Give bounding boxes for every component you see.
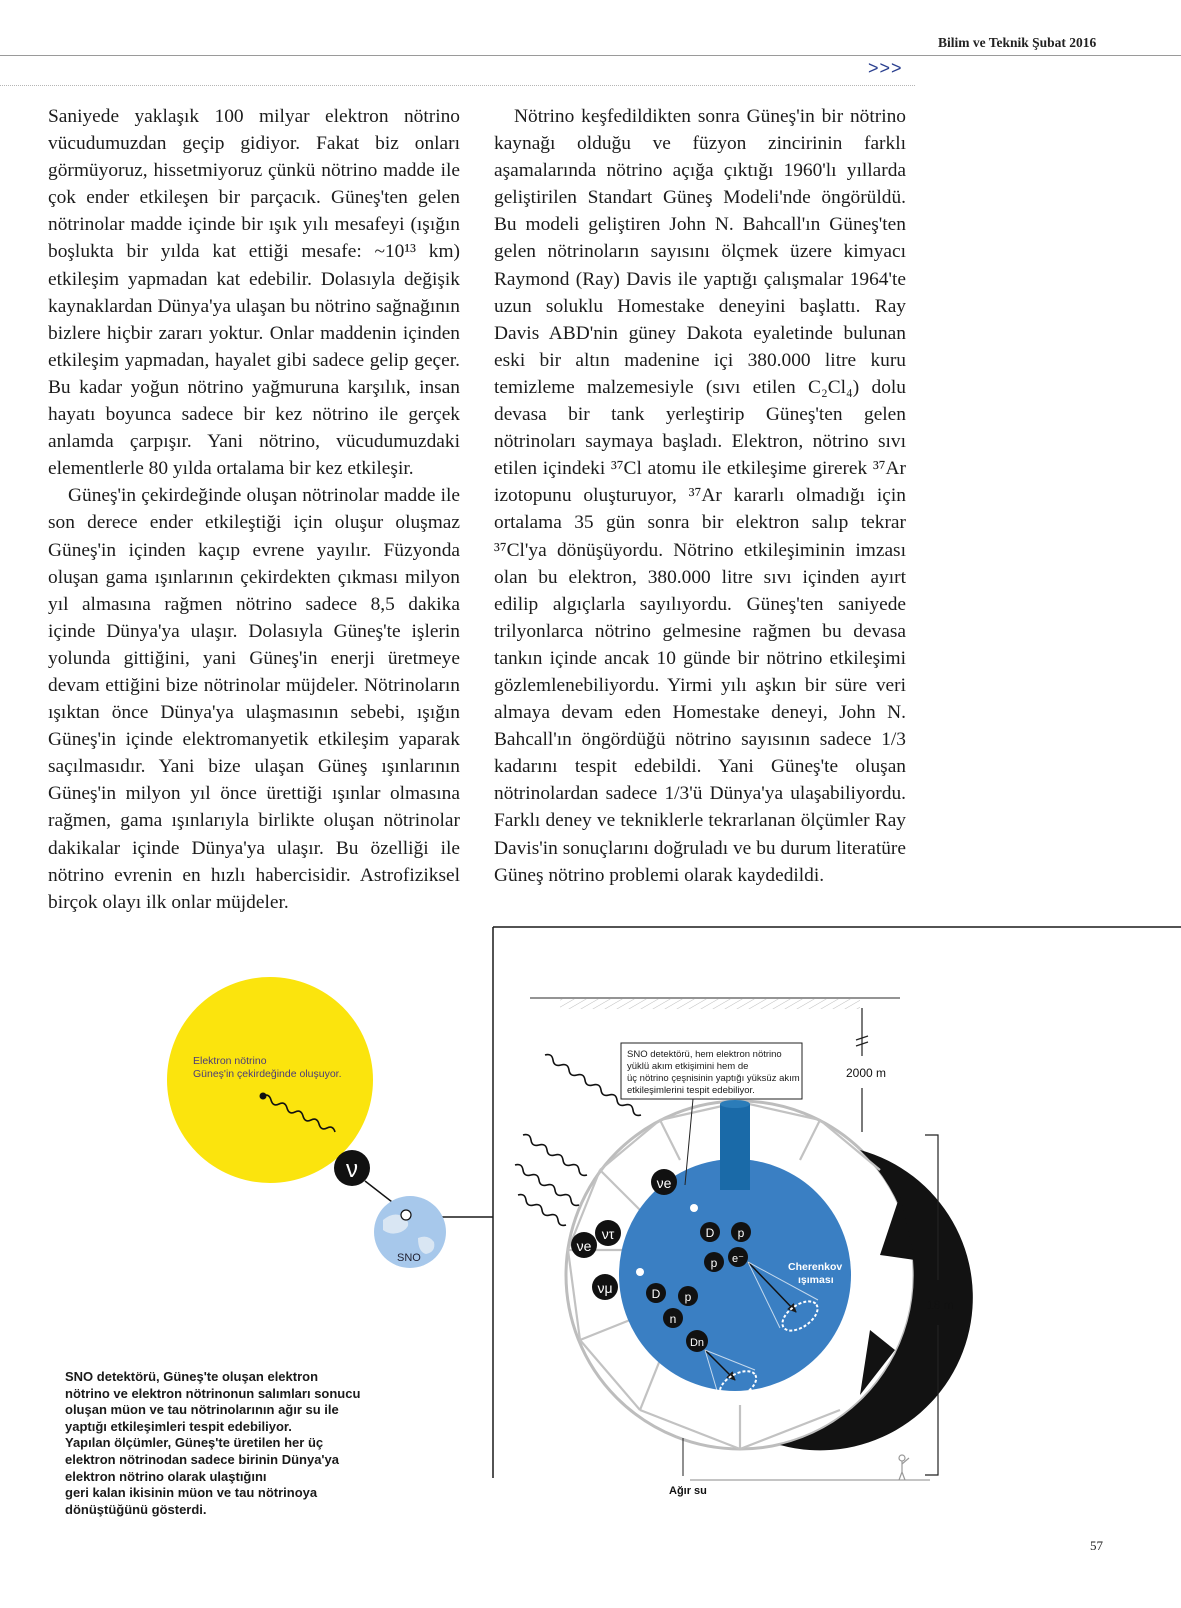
cherenkov-label-2: ışıması (798, 1274, 834, 1286)
callout-line-4: etkileşimlerini tespit edebiliyor. (627, 1085, 755, 1096)
detector-site-marker (401, 1210, 411, 1220)
svg-text:p: p (710, 1256, 718, 1270)
sun-shape (167, 977, 373, 1183)
particle-nu-e (571, 1232, 597, 1258)
geodesic-dome (566, 1100, 973, 1450)
neutrino-symbol: ν (346, 1156, 358, 1183)
particle-D-upper (700, 1222, 720, 1242)
left-paragraph-1: Saniyede yaklaşık 100 milyar elektron nötrino vücudumuzdan geçip gidiyor. Fakat biz onları görmüyoruz, hissetmiyoruz çünkü nötrino madde ile çok ender etkileşen bir parçacık. Güneş'ten gelen nötrinolar madde içinde bir ışık yılı mesafeyi (ışığın boşlukta bir yılda kat ettiği mesafe: ~10¹³ km) etkileşim yapmadan kat edebilir. Dolasıyla değişik kaynaklardan Dünya'ya ulaşan bu nötrino sağnağının bizlere hiçbir zararı yoktur. Onlar maddenin içinden etkileşim yapmadan, hayalet gibi sadece gelip geçer. Bu kadar yoğun nötrino yağmuruna karşılık, insan hayatı boyunca sadece bir kez nötrino ile gerçek anlamda çarpışır. Yani nötrino, vücudumuzdaki elementlerle 80 yılda ortalama bir kez etkileşir. (48, 106, 460, 480)
person-figure (899, 1455, 909, 1480)
height-label: 18 m (927, 1298, 954, 1312)
svg-text:ντ: ντ (601, 1226, 615, 1242)
svg-text:p: p (684, 1290, 692, 1304)
svg-text:D: D (651, 1287, 661, 1301)
svg-text:νe: νe (656, 1175, 672, 1191)
sun-label-1: Elektron nötrino (193, 1055, 267, 1067)
particle-p-upper (731, 1222, 751, 1242)
left-paragraph-2: Güneş'in çekirdeğinde oluşan nötrinolar madde ile son derece ender etkileştiği için oluşur oluşmaz Güneş'in içinden kaçıp evrene yayılır. Füzyonda oluşan gama ışınlarının çekirdekten çıkması milyon yıl almasına rağmen nötrino sadece 8,5 dakika içinde Dünya'ya ulaşır. Dolasıyla Güneş'te işlerin yolunda gittiğini, yani Güneş'in enerji üretmeye devam ettiğini bize nötrinolar müjdeler. Nötrinoların ışıktan önce Dünya'ya ulaşmasının sebebi, ışığın Güneş'in içinde elektromanyetik etkileşim yaparak saçılmasıdır. Yani bize ulaşan Güneş ışınlarının Güneş'in milyon yıl önce ürettiği ışınlar olmasına rağmen, gama ışınlarıyla birlikte oluşan nötrinolar dakikalar içinde Dünya'ya ulaşır. Bu özelliği ile nötrino evrenin en hızlı habercisidir. Astrofiziksel birçok olayı ilk onlar müjdeler. (48, 485, 460, 913)
particle-Dn (686, 1330, 708, 1352)
particle-electron (728, 1247, 748, 1267)
heavy-water-label: Ağır su (669, 1485, 707, 1497)
right-paragraph-1: Nötrino keşfedildikten sonra Güneş'in bir nötrino kaynağı olduğu ve füzyon zincirinin farklı aşamalarında nötrino açığa çıktığı 1960'lı yıllarda geliştirilen Standart Güneş Modeli'nde öngörüldü. Bu modeli geliştiren John N. Bahcall'ın Güneş'ten gelen nötrinoların sayısını ölçmek üzere kimyacı Raymond (Ray) Davis ile yaptığı çalışmalar 1964'te uzun soluklu Homestake deneyini başlattı. Ray Davis ABD'nin güney Dakota eyaletinde bulunan eski bir altın madenine içi 380.000 litre kuru temizleme malzemesiyle (sıvı etilen C₂Cl₄) dolu devasa bir tank yerleştirip Güneş'ten gelen nötrinoları saymaya başladı. Elektron, nötrino sıvı etilen içindeki ³⁷Cl atomu ile etkileşime girerek ³⁷Ar izotopunu oluşturuyor, ³⁷Ar kararlı olmadığı için ortalama 35 gün sonra bir elektron salıp tekrar ³⁷Cl'ya dönüşüyordu. Nötrino etkileşiminin imzası olan bu elektron, 380.000 litre sıvı içinden ayırt edilip algıçlarla sayılıyordu. Güneş'ten saniyede trilyonlarca nötrino gelmesine rağmen bu devasa tankın içinde ancak 10 günde bir nötrino etkileşimi gözlemlenebiliyordu. Yirmi yılı aşkın bir süre veri almaya devam eden Homestake deneyi, John N. Bahcall'ın öngördüğü nötrino sayısının sadece 1/3 kadarını tespit edebildi. Yani Güneş'te oluşan nötrinolardan sadece 1/3'ü Dünya'ya ulaşabiliyordu. Farklı deney ve tekniklerle tekrarlanan ölçümler Ray Davis'in sonuçlarını doğruladı ve bu durum literatüre Güneş nötrino problemi olarak kaydedildi. (494, 106, 906, 886)
figure-caption: SNO detektörü, Güneş'te oluşan elektron nötrino ve elektron nötrinonun salımları sonucu oluşan müon ve tau nötrinolarının ağır su ile yaptığı etkileşimleri tespit edebiliyor. Yapılan ölçümler, Güneş'te üretilen her üç elektron nötrinodan sadece birinin Dünya'ya elektron nötrino olarak ulaştığını geri kalan ikisinin müon ve tau nötrinoya dönüştüğünü gösterdi. (65, 1369, 361, 1517)
svg-text:e⁻: e⁻ (732, 1253, 744, 1265)
callout-line-2: yüklü akım etkişimini hem de (627, 1061, 749, 1072)
page-number: 57 (1090, 1538, 1103, 1553)
depth-label: 2000 m (846, 1066, 887, 1080)
svg-text:Dn: Dn (689, 1337, 705, 1349)
svg-text:n: n (669, 1312, 677, 1326)
ground-hatch (560, 999, 860, 1009)
callout-line-3: üç nötrino çeşnisinin yaptığı yüksüz akım (627, 1073, 800, 1084)
svg-text:D: D (705, 1226, 715, 1240)
particle-nu-mu (592, 1274, 618, 1300)
particle-nu-tau (595, 1220, 621, 1246)
running-header: Bilim ve Teknik Şubat 2016 (938, 35, 1097, 50)
particle-p-lower (704, 1252, 724, 1272)
sun-label-2: Güneş'in çekirdeğinde oluşuyor. (193, 1068, 342, 1080)
earth-label: SNO (397, 1252, 421, 1264)
svg-text:p: p (737, 1226, 745, 1240)
particle-p-bottom (678, 1286, 698, 1306)
svg-text:νe: νe (576, 1238, 592, 1254)
particle-D-lower (646, 1283, 666, 1303)
cherenkov-label-1: Cherenkov (788, 1261, 843, 1273)
particle-n (663, 1308, 683, 1328)
svg-text:νμ: νμ (597, 1280, 613, 1296)
continue-arrows: >>> (868, 58, 903, 78)
particle-nu-e-top (651, 1169, 677, 1195)
callout-line-1: SNO detektörü, hem elektron nötrino (627, 1049, 782, 1060)
